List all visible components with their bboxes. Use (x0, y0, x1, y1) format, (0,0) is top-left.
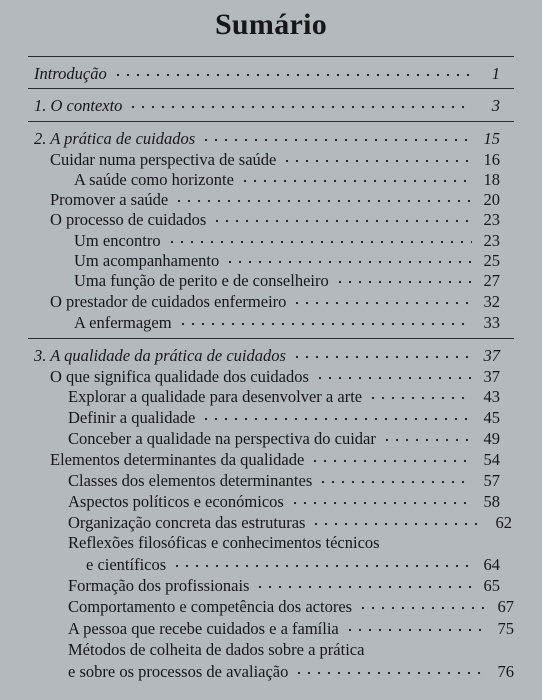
toc-page: 27 (483, 271, 500, 290)
leader-dots (358, 599, 486, 613)
toc-label: e científicos (86, 555, 167, 574)
toc-page: 23 (483, 231, 500, 250)
leader-dots (167, 233, 472, 247)
toc-entry-chapter-3[interactable] (34, 345, 500, 365)
toc-page: 37 (483, 346, 500, 365)
toc-entry-line[interactable]: Reflexões filosóficas e conhecimentos técnicos (68, 533, 380, 552)
toc-page: 67 (497, 597, 514, 616)
toc-label: Aspectos políticos e económicos (68, 492, 284, 511)
leader-dots (335, 273, 472, 287)
toc-label: O processo de cuidados (50, 210, 207, 229)
toc-label: Conceber a qualidade na perspectiva do cuidar (68, 429, 376, 448)
toc-entry[interactable] (86, 554, 500, 574)
leader-dots (201, 131, 472, 145)
toc-page: 23 (483, 210, 500, 229)
leader-dots (128, 98, 472, 112)
toc-entry[interactable] (50, 291, 500, 311)
toc-entry-introduction[interactable] (34, 63, 500, 83)
toc-entry[interactable] (50, 366, 500, 386)
leader-dots (174, 192, 472, 206)
toc-page: 1 (491, 64, 500, 83)
toc-entry[interactable] (68, 661, 514, 681)
toc-page: 16 (483, 150, 500, 169)
toc-page: 49 (483, 429, 500, 448)
toc-label: Organização concreta das estruturas (68, 513, 306, 532)
toc-label: Cuidar numa perspectiva de saúde (50, 150, 277, 169)
toc-entry[interactable] (74, 270, 500, 290)
toc-entry[interactable] (68, 618, 514, 638)
leader-dots (311, 515, 484, 529)
toc-entry-line[interactable]: Métodos de colheita de dados sobre a prática (68, 640, 365, 659)
toc-entry[interactable] (50, 149, 500, 169)
toc-label: Introdução (34, 64, 107, 83)
toc-page: 75 (497, 619, 514, 638)
toc-page: 33 (483, 313, 500, 332)
toc-page: 45 (483, 408, 500, 427)
divider (28, 88, 514, 89)
toc-entry[interactable] (74, 312, 500, 332)
toc-label: A enfermagem (74, 313, 172, 332)
toc-label: O que significa qualidade dos cuidados (50, 367, 309, 386)
toc-label: Elementos determinantes da qualidade (50, 450, 305, 469)
toc-label: Formação dos profissionais (68, 576, 250, 595)
toc-label: Comportamento e competência dos actores (68, 597, 353, 616)
toc-label: Classes dos elementos determinantes (68, 471, 313, 490)
toc-label: A saúde como horizonte (74, 170, 234, 189)
toc-entry[interactable] (74, 230, 500, 250)
toc-entry[interactable] (50, 189, 500, 209)
toc-page: 65 (483, 576, 500, 595)
toc-page: 25 (483, 251, 500, 270)
toc-label: Explorar a qualidade para desenvolver a arte (68, 387, 363, 406)
leader-dots (318, 473, 472, 487)
toc-page: 76 (497, 662, 514, 681)
toc-label: 1. O contexto (34, 96, 123, 115)
toc-entry[interactable] (74, 169, 500, 189)
toc-page: 54 (483, 450, 500, 469)
toc-page: 57 (483, 471, 500, 490)
toc-label: 3. A qualidade da prática de cuidados (34, 346, 286, 365)
toc-label: A pessoa que recebe cuidados e a família (68, 619, 339, 638)
toc-entry[interactable] (68, 596, 514, 616)
toc-label: e sobre os processos de avaliação (68, 662, 289, 681)
leader-dots (225, 253, 472, 267)
divider (28, 338, 514, 339)
toc-page: 15 (483, 129, 500, 148)
toc-label: Promover a saúde (50, 190, 169, 209)
leader-dots (310, 452, 472, 466)
toc-page: 20 (483, 190, 500, 209)
toc-page: 62 (495, 513, 512, 532)
leader-dots (240, 172, 472, 186)
leader-dots (368, 389, 472, 403)
toc-page: 43 (483, 387, 500, 406)
leader-dots (178, 315, 472, 329)
leader-dots (290, 494, 472, 508)
leader-dots (201, 410, 472, 424)
toc-entry[interactable] (68, 470, 500, 490)
toc-page: 37 (483, 367, 500, 386)
toc-page: 58 (483, 492, 500, 511)
leader-dots (382, 431, 472, 445)
toc-label: Uma função de perito e de conselheiro (74, 271, 329, 290)
leader-dots (292, 348, 472, 362)
leader-dots (172, 557, 472, 571)
divider (28, 121, 514, 122)
toc-entry[interactable] (68, 407, 500, 427)
leader-dots (294, 664, 486, 678)
toc-entry-chapter-2[interactable] (34, 128, 500, 148)
toc-entry[interactable] (68, 512, 512, 532)
toc-label: Um encontro (74, 231, 161, 250)
toc-entry[interactable] (68, 575, 500, 595)
toc-label: 2. A prática de cuidados (34, 129, 196, 148)
page-title: Sumário (214, 8, 328, 41)
divider (28, 56, 514, 57)
toc-page: 18 (483, 170, 500, 189)
toc-page: 64 (483, 555, 500, 574)
toc-entry[interactable] (50, 449, 500, 469)
toc-entry-chapter-1[interactable] (34, 95, 500, 115)
toc-entry[interactable] (50, 209, 500, 229)
toc-entry[interactable] (68, 491, 500, 511)
toc-entry[interactable] (68, 386, 500, 406)
leader-dots (113, 66, 472, 80)
toc-label: Definir a qualidade (68, 408, 196, 427)
leader-dots (282, 152, 472, 166)
toc-entry[interactable] (68, 428, 500, 448)
toc-entry[interactable] (74, 250, 500, 270)
toc-label: O prestador de cuidados enfermeiro (50, 292, 287, 311)
leader-dots (315, 369, 472, 383)
leader-dots (292, 294, 472, 308)
toc-page: 3 (491, 96, 500, 115)
leader-dots (345, 621, 486, 635)
leader-dots (255, 578, 472, 592)
toc-label: Um acompanhamento (74, 251, 220, 270)
leader-dots (212, 212, 472, 226)
toc-page: 32 (483, 292, 500, 311)
